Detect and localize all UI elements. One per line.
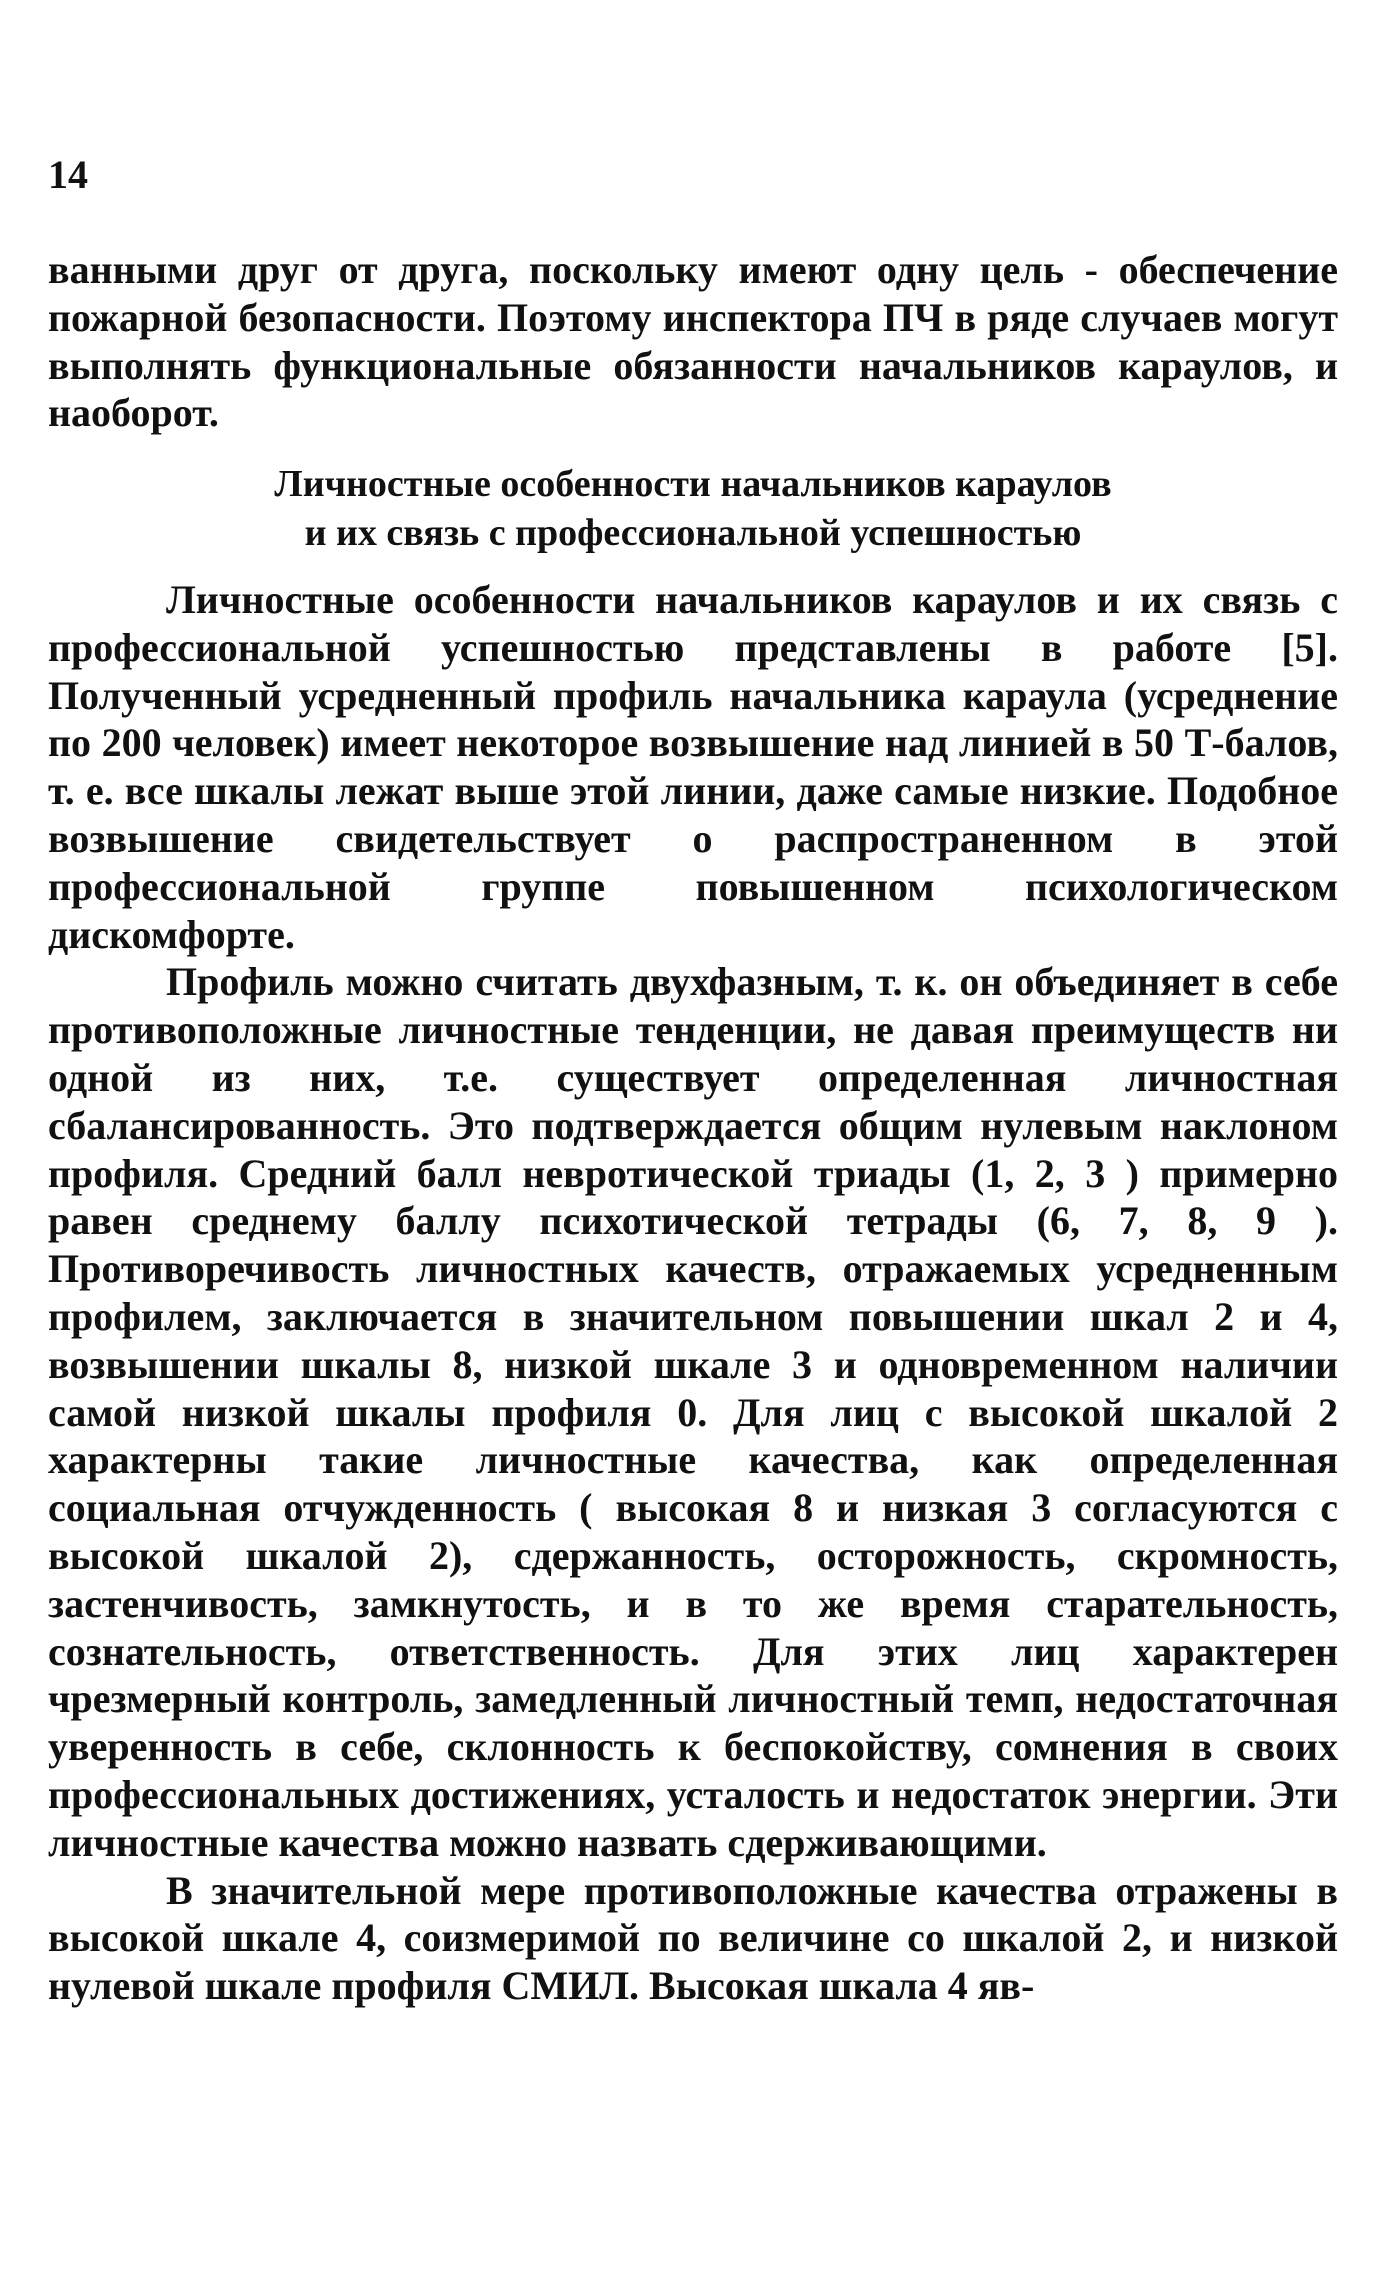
page-number: 14 [48,152,88,197]
paragraph-2: Профиль можно считать двухфазным, т. к. он объединяет в себе противоположные личностные тенденции, не давая преимуществ ни одной из них, т.е. существует определенная личностная сбалансированность. Это подтверждается общим нулевым наклоном профиля. Средний балл невротической триады (1, 2, 3 ) примерно равен среднему баллу психотической тетрады (6, 7, 8, 9 ). Противоречивость личностных качеств, отражаемых усредненным профилем, заключается в значительном повышении шкал 2 и 4, возвышении шкалы 8, низкой шкале 3 и одновременном наличии самой низкой шкалы профиля 0. Для лиц с высокой шкалой 2 характерны такие личностные качества, как определенная социальная отчужденность ( высокая 8 и низкая 3 согласуются с высокой шкалой 2), сдержанность, осторожность, скромность, застенчивость, замкнутость, и в то же время старательность, сознательность, ответственность. Для этих лиц характерен чрезмерный контроль, замедленный личностный темп, недостаточная уверенность в себе, склонность к беспокойству, сомнения в своих профессиональных достижениях, усталость и недостаток энергии. Эти личностные качества можно назвать сдерживающими. [48,959,1338,1865]
section-heading-line-1: Личностные особенности начальников караулов [274,463,1112,505]
opening-paragraph-block [48,246,1338,437]
paragraph-3: В значительной мере противоположные качества отражены в высокой шкале 4, соизмеримой по величине со шкалой 2, и низкой нулевой шкале профиля СМИЛ. Высокая шкала 4 яв- [48,1867,1338,2009]
paragraph-continuation: ванными друг от друга, поскольку имеют одну цель - обеспечение пожарной безопасности. Поэтому инспектора ПЧ в ряде случаев могут выполнять функциональные обязанности начальников караулов, и наоборот. [48,247,1338,436]
paragraph-1: Личностные особенности начальников караулов и их связь с профессиональной успешностью представлены в работе [5]. Полученный усредненный профиль начальника караула (усреднение по 200 человек) имеет некоторое возвышение над линией в 50 Т-балов, т. е. все шкалы лежат выше этой линии, даже самые низкие. Подобное возвышение свидетельствует о распространенном в этой профессиональной группе повышенном психологическом дискомфорте. [48,577,1338,957]
section-heading-line-2: и их связь с профессиональной успешностью [304,512,1082,554]
section-heading [48,460,1338,558]
body-text-block [48,576,1338,2010]
